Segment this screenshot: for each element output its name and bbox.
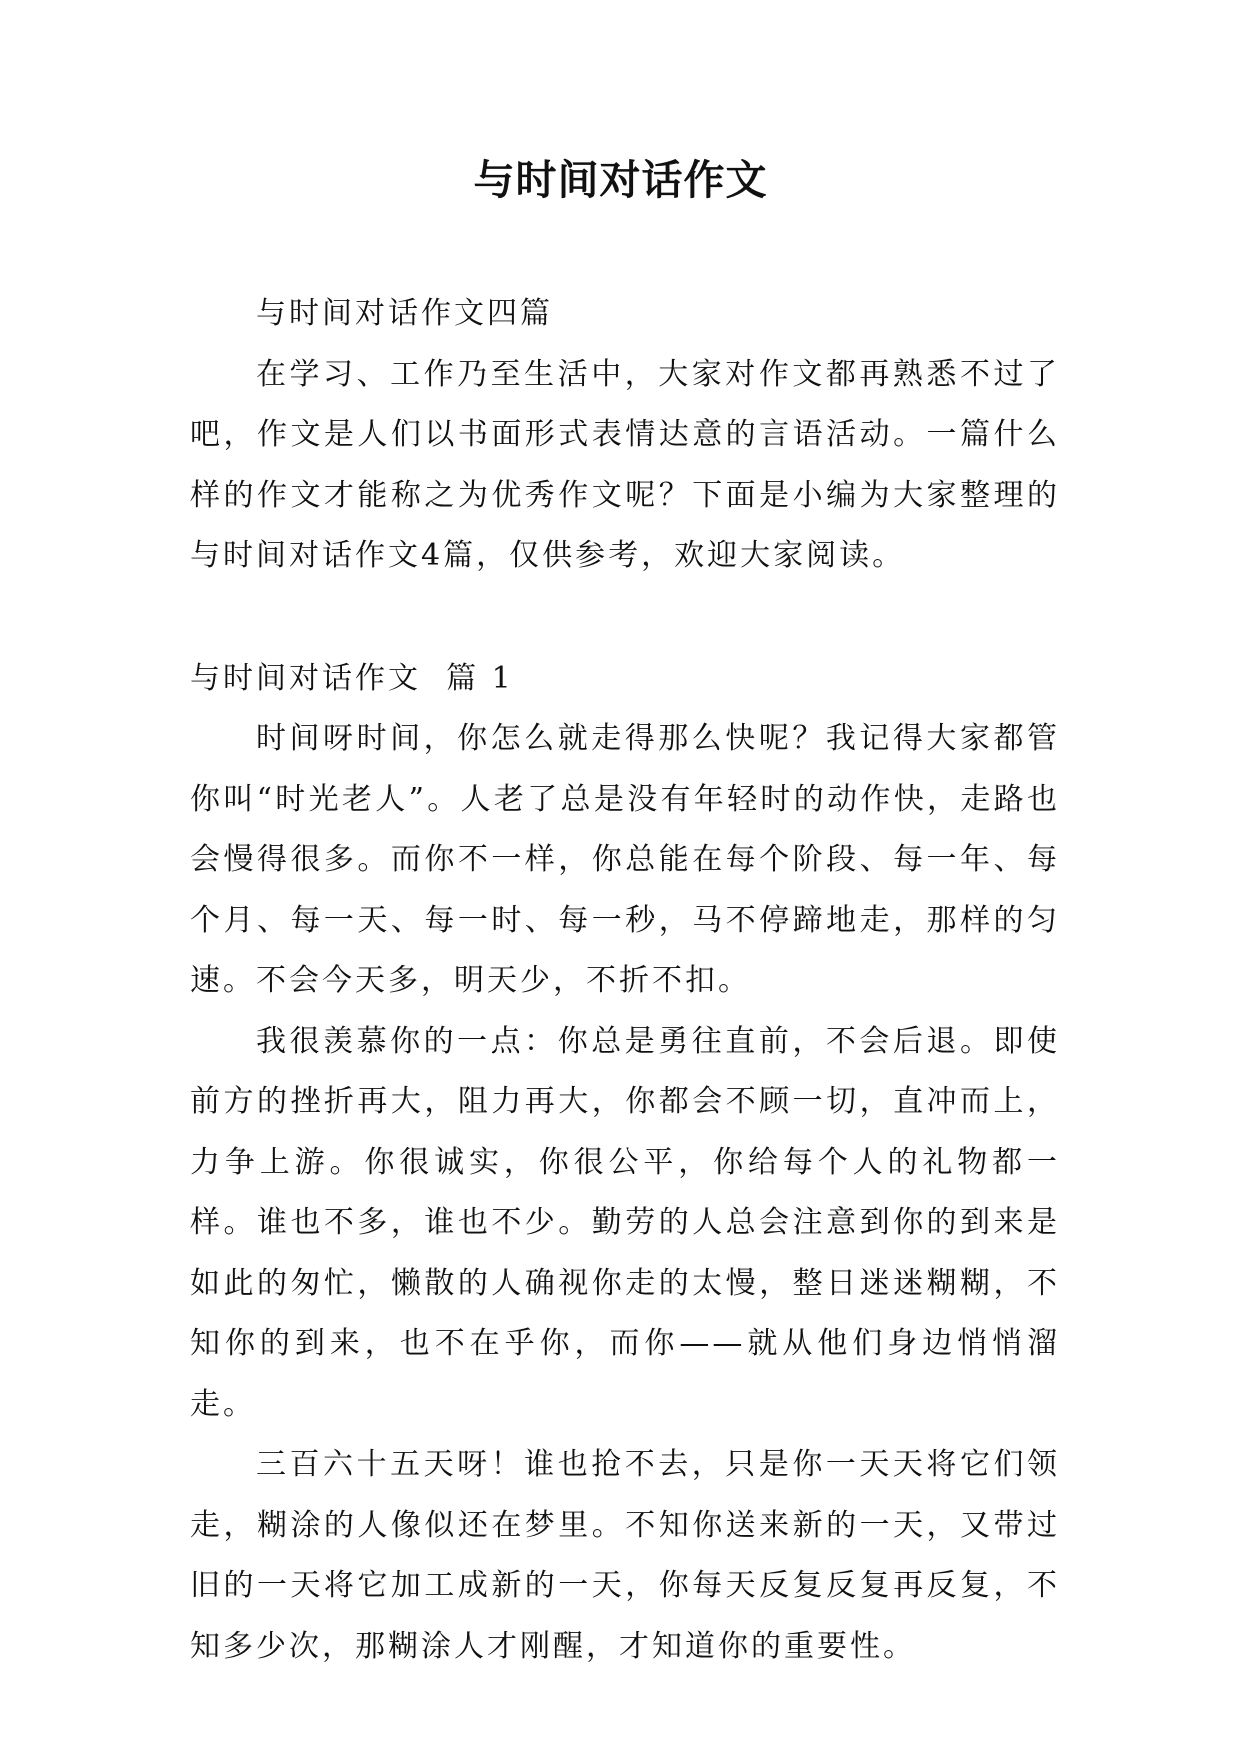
document-title: 与时间对话作文 xyxy=(473,156,768,204)
document-subtitle: 与时间对话作文四篇 xyxy=(256,296,553,331)
intro-paragraph: 在学习、工作乃至生活中，大家对作文都再熟悉不过了吧，作文是人们以书面形式表情达意的言语活动。一篇什么样的作文才能称之为优秀作文呢？下面是小编为大家整理的与时间对话作文4篇，仅供参考，欢迎大家阅读。 xyxy=(190,356,1060,573)
section-heading: 与时间对话作文 篇 1 xyxy=(190,660,514,696)
body-paragraph-3: 三百六十五天呀！谁也抢不去，只是你一天天将它们领走，糊涂的人像似还在梦里。不知你送来新的一天，又带过旧的一天将它加工成新的一天，你每天反复反复再反复，不知多少次，那糊涂人才刚醒，才知道你的重要性。 xyxy=(190,1447,1060,1664)
section-spacer xyxy=(190,587,1060,649)
body-paragraph-2: 我很羡慕你的一点：你总是勇往直前，不会后退。即使前方的挫折再大，阻力再大，你都会不顾一切，直冲而上，力争上游。你很诚实，你很公平，你给每个人的礼物都一样。谁也不多，谁也不少。勤劳的人总会注意到你的到来是如此的匆忙，懒散的人确视你走的太慢，整日迷迷糊糊，不知你的到来，也不在乎你，而你——就从他们身边悄悄溜走。 xyxy=(190,1023,1060,1422)
document-body xyxy=(190,284,1060,1677)
body-paragraph-1: 时间呀时间，你怎么就走得那么快呢？我记得大家都管你叫“时光老人”。人老了总是没有年轻时的动作快，走路也会慢得很多。而你不一样，你总能在每个阶段、每一年、每个月、每一天、每一时、每一秒，马不停蹄地走，那样的匀速。不会今天多，明天少，不折不扣。 xyxy=(190,721,1060,998)
